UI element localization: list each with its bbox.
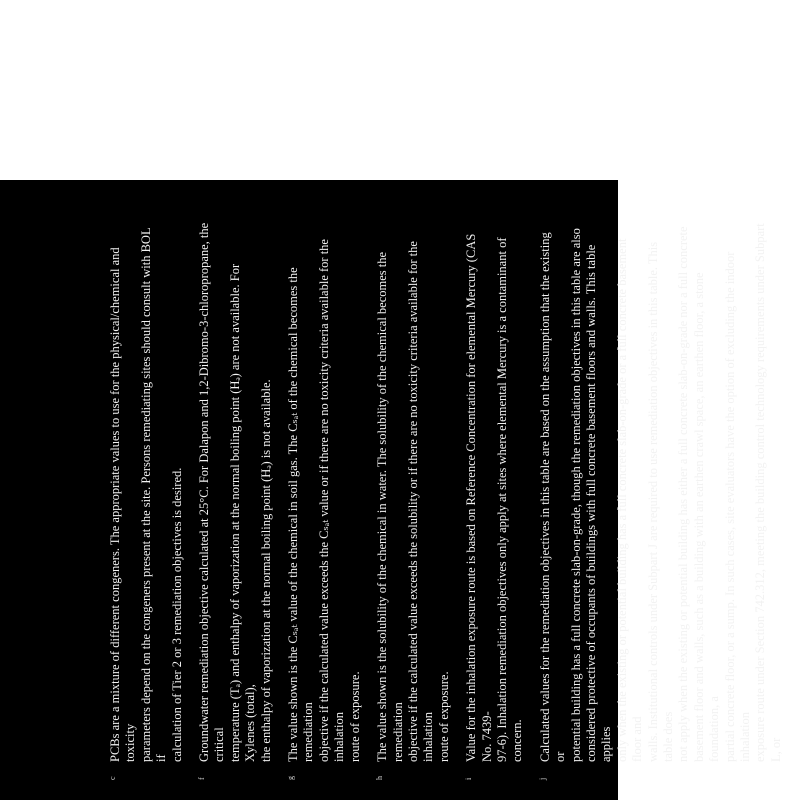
footnote	[538, 220, 785, 780]
footnote-marker: j	[537, 777, 547, 780]
footnote-line: objective if the calculated value exceeds the solubility or if there are no toxicity criteria available for the inhalation	[405, 241, 436, 762]
footnote-line: objective if the calculated value exceeds the Cₛₐₜ value or if there are no toxicity criteria available for the inhalation	[316, 239, 347, 762]
footnote	[375, 220, 452, 780]
footnote-marker: h	[375, 776, 385, 780]
footnote-line: walls. Institutional controls under Subpart J are required to use remediation objectives in this table. This table does	[645, 241, 675, 762]
footnote-line: the enthalpy of vaporization at the normal boiling point (Hₔ) is not available.	[258, 379, 273, 762]
footnotes-block	[108, 220, 796, 780]
scanned-document	[0, 180, 783, 800]
footnote-line: basement floor and walls, such as a building with an earthen crawl space, an earthen floor, a stone foundation, a	[691, 272, 722, 762]
footnote-line: exposure route under Section 742.312, meeting the building control technology requirements under Subpart L, or	[753, 223, 783, 762]
footnote-marker: g	[286, 776, 296, 780]
footnote	[197, 220, 274, 780]
footnote-line: considered protective of occupants of buildings with full concrete basement floors and walls. This table applies	[583, 244, 614, 762]
footnote-marker: c	[108, 776, 117, 780]
footnote-marker: i	[464, 777, 474, 780]
footnote-line: The value shown is the solubility of the chemical in water. The solubility of the chemical becomes the remediation	[375, 251, 405, 762]
footnote	[108, 220, 185, 780]
footnote-marker: f	[197, 777, 207, 780]
footnote-line: Groundwater remediation objective calculated at 25°C. For Dalapon and 1,2-Dibromo-3-chloropropane, the critical	[197, 222, 227, 762]
footnote	[464, 220, 526, 780]
footnote-line: partial concrete floor, or a sump. In such cases, site evaluators have the option of excluding the indoor inhalation	[722, 251, 753, 762]
footnote-line: PCBs are a mixture of different congeners. The appropriate values to use for the physical/chemical and toxicity	[108, 247, 138, 762]
footnote-line: route of exposure.	[347, 671, 362, 762]
footnote-line: potential building has a full concrete slab-on-grade, though the remediation objectives in this table are also	[568, 228, 583, 762]
footnote-line: only when the existing or potential building has a full concrete slab-on-grade or a full concrete basement floor and	[614, 238, 645, 762]
footnote	[286, 220, 363, 780]
footnote-line: calculation of Tier 2 or 3 remediation objectives is desired.	[169, 467, 184, 762]
footnote-line: parameters depend on the congeners present at the site. Persons remediating sites should consult with BOL if	[138, 227, 169, 762]
footnote-line: not apply when the existing or potential building has either a full concrete slab-on-grade nor a full concrete	[676, 226, 691, 762]
footnote-line: 97-6). Inhalation remediation objectives only apply at sites where elemental Mercury is a contaminant of concern.	[494, 237, 525, 762]
footnote-line: The value shown is the Cₛₐₜ value of the chemical in soil gas. The Cₛₐₜ of the chemical becomes the remediation	[286, 267, 316, 762]
footnote-line: route of exposure.	[436, 671, 451, 762]
footnote-line: temperature (Tₐ) and enthalpy of vaporization at the normal boiling point (Hₔ) are not available. For Xylenes (total),	[227, 263, 258, 762]
footnote-line: Value for the inhalation exposure route is based on Reference Concentration for elemental Mercury (CAS No. 7439-	[464, 233, 494, 762]
footnote-line: Calculated values for the remediation objectives in this table are based on the assumption that the existing or	[537, 232, 568, 762]
